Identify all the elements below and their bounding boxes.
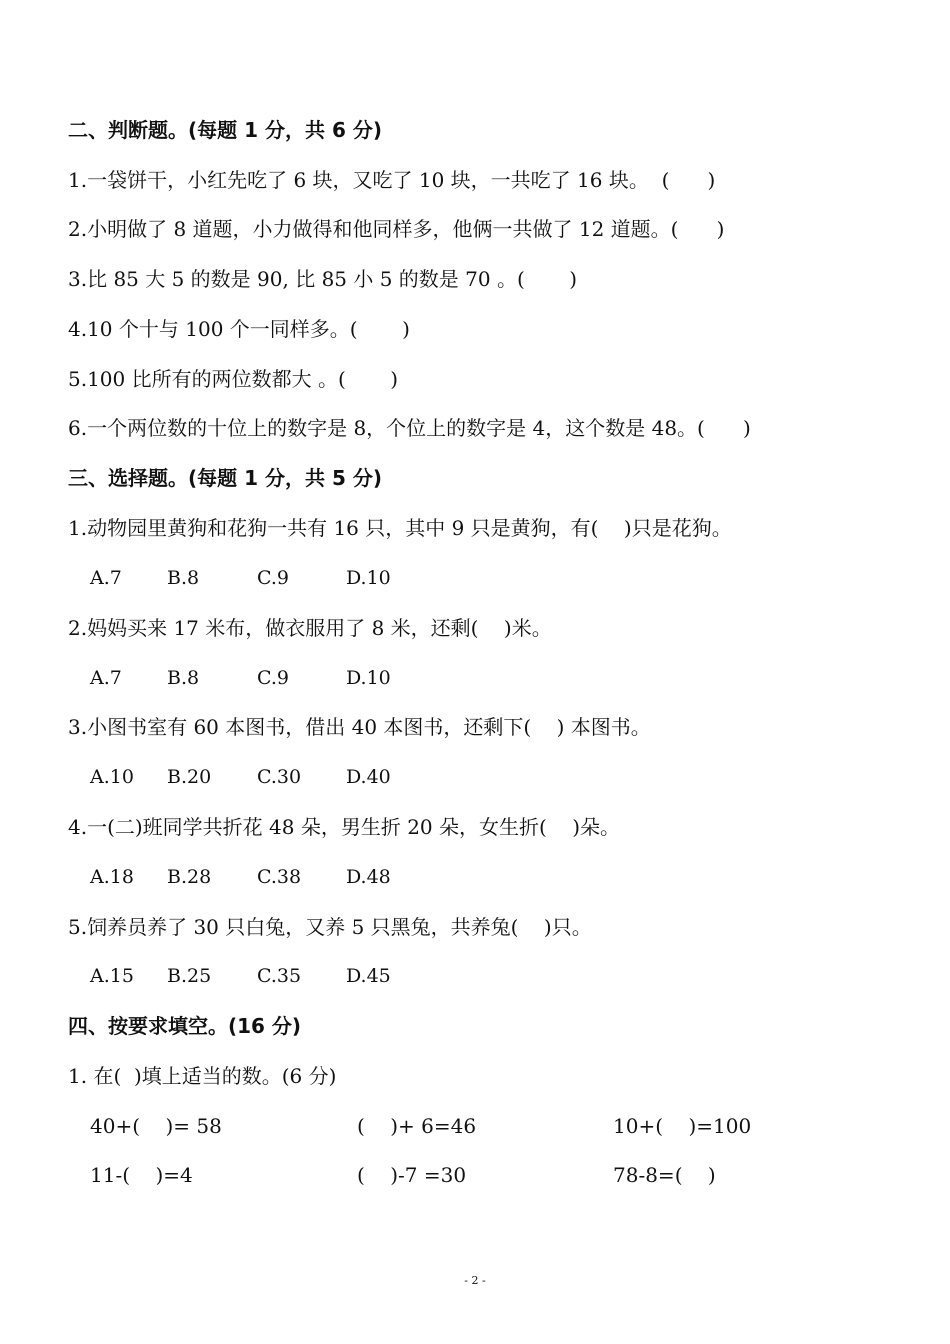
fill-question-1: 1. 在( )填上适当的数。(6 分) [68,1064,337,1088]
option-c: C.30 [257,766,302,788]
choice-question-5: 5.饲养员养了 30 只白兔，又养 5 只黑兔，共养兔( )只。 [68,915,592,939]
option-d: D.48 [346,866,391,888]
section-heading-judge: 二、判断题。(每题 1 分，共 6 分) [68,118,382,142]
option-c: C.35 [257,965,302,987]
section-heading-fill: 四、按要求填空。(16 分) [68,1014,302,1038]
judge-item-5: 5.100 比所有的两位数都大 。( ) [68,367,399,391]
option-a: A.10 [90,766,134,788]
option-b: B.20 [167,766,212,788]
option-d: D.40 [346,766,391,788]
section-heading-choice: 三、选择题。(每题 1 分，共 5 分) [68,466,382,490]
judge-item-2: 2.小明做了 8 道题，小力做得和他同样多，他俩一共做了 12 道题。( ) [68,217,725,241]
judge-item-3: 3.比 85 大 5 的数是 90, 比 85 小 5 的数是 70 。( ) [68,267,578,291]
option-d: D.45 [346,965,391,987]
option-c: C.9 [257,567,289,589]
option-a: A.7 [90,567,122,589]
option-c: C.9 [257,667,289,689]
equation-r1-c2: ( )+ 6=46 [357,1114,477,1138]
page-number: - 2 - [464,1274,486,1287]
option-b: B.8 [167,567,200,589]
judge-item-6: 6.一个两位数的十位上的数字是 8，个位上的数字是 4，这个数是 48。( ) [68,416,751,440]
option-a: A.15 [90,965,134,987]
choice-question-3: 3.小图书室有 60 本图书，借出 40 本图书，还剩下( ) 本图书。 [68,715,651,739]
option-a: A.18 [90,866,134,888]
equation-r1-c1: 40+( )= 58 [90,1114,222,1138]
judge-item-1: 1.一袋饼干，小红先吃了 6 块，又吃了 10 块，一共吃了 16 块。 ( ) [68,168,716,192]
option-a: A.7 [90,667,122,689]
equation-r2-c1: 11-( )=4 [90,1163,193,1187]
option-b: B.28 [167,866,212,888]
judge-item-4: 4.10 个十与 100 个一同样多。( ) [68,317,410,341]
choice-question-2: 2.妈妈买来 17 米布，做衣服用了 8 米，还剩( )米。 [68,616,552,640]
option-d: D.10 [346,567,391,589]
option-b: B.8 [167,667,200,689]
equation-r2-c3: 78-8=( ) [613,1163,716,1187]
option-d: D.10 [346,667,391,689]
equation-r1-c3: 10+( )=100 [613,1114,752,1138]
choice-question-1: 1.动物园里黄狗和花狗一共有 16 只，其中 9 只是黄狗，有( )只是花狗。 [68,516,732,540]
equation-r2-c2: ( )-7 =30 [357,1163,467,1187]
option-c: C.38 [257,866,302,888]
option-b: B.25 [167,965,212,987]
choice-question-4: 4.一(二)班同学共折花 48 朵，男生折 20 朵，女生折( )朵。 [68,815,621,839]
